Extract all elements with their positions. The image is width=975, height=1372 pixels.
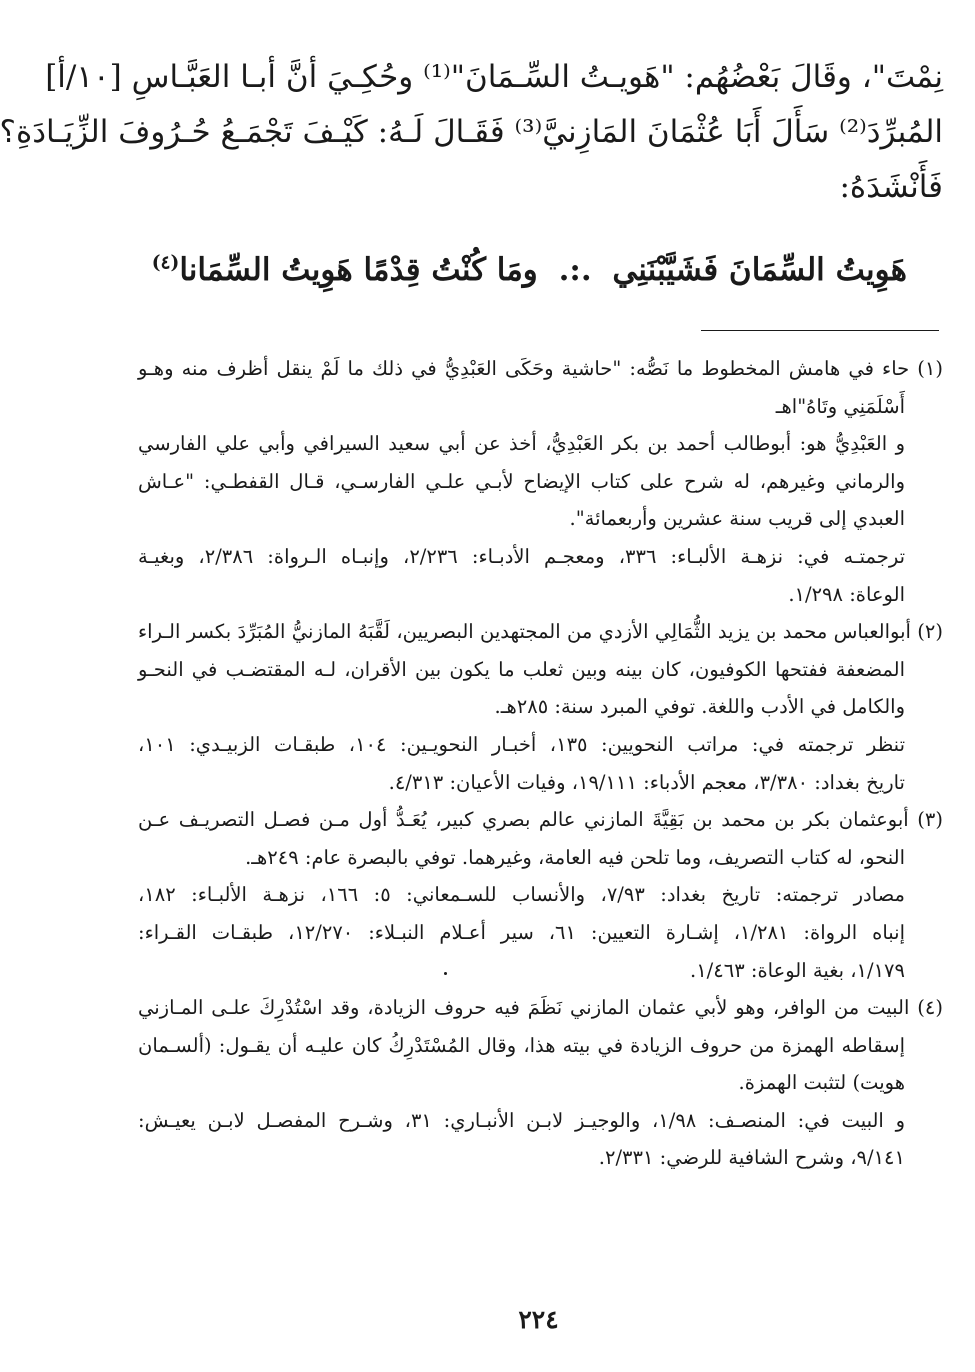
- footnote-separator-rule: [701, 330, 939, 331]
- verse-second-hemistich: ومَا كُنْتُ قِدْمًا هَوِيتُ السِّمَانا: [179, 252, 538, 288]
- footnote-3: [138, 801, 943, 989]
- stray-dot-mark: [444, 972, 447, 975]
- footnote-line: تاريخ بغداد: ٣/٣٨٠، معجم الأدباء: ١٩/١١١، وفيات الأعيان: ٤/٣١٣.: [388, 770, 905, 794]
- footnote-line: (١) حاء في هامش المخطوط ما نَصُّه: "حاشية وحَكَى العَبْدِيُّ في ذلك ما لَمْ ينقل أظرف منه وهـو: [138, 357, 943, 380]
- main-text-line: فَأَنْشَدَهُ:: [839, 169, 943, 205]
- footnote-line: العبدي إلى قريب سنة عشرين وأربعمائة".: [569, 507, 905, 531]
- footnote-line: و العَبْدِيُّ هو: أبوطالب أحمد بن بكر العَبْدِيُّ، أخذ عن أبي سعيد السيرافي وأبي علي الفارسي: [138, 432, 905, 456]
- footnote-line: والكامل في الأدب واللغة. توفي المبرد سنة: ٢٨٥هـ.: [494, 695, 905, 719]
- footnote-line: أَسْلَمَنِي وتَاهُ"اهـ: [775, 394, 905, 418]
- footnote-2: [138, 613, 943, 801]
- poetry-verse: [151, 240, 907, 300]
- footnote-line: النحو، له كتاب التصريف، وما تلحن فيه العامة، وغيرهما. توفي بالبصرة عام: ٢٤٩هـ.: [245, 845, 905, 869]
- footnote-line: (٤) البيت من الوافر، وهو لأبي عثمان المازني نَظَمَ فيه حروف الزيادة، وقد اسْتُدْرِكَ علـى المـازني: [138, 996, 943, 1020]
- footnote-1: [138, 350, 943, 613]
- main-text: [0, 50, 943, 215]
- footnote-line: المضعفة ففتحها الكوفيون، كان بينه وبين ثعلب ما يكون بين الأقران، لـه المقتضـب في النحـو: [138, 657, 906, 681]
- verse-separator: .:.: [558, 252, 592, 288]
- footnotes-section: [138, 350, 943, 1177]
- footnote-line: الوعاة: ١/٢٩٨.: [788, 582, 905, 606]
- footnote-line: ترجمتـه في: نزهـة الألبـاء: ٣٣٦، ومعجـم الأدبـاء: ٢/٢٣٦، وإنبـاه الـرواة: ٢/٣٨٦، وبغيـة: [138, 544, 906, 568]
- footnote-line: تنظر ترجمته في: مراتب النحويين: ١٣٥، أخبـار النحويـين: ١٠٤، طبقـات الزبيـدي: ١٠١،: [138, 732, 905, 756]
- footnote-marker: (٤): [151, 252, 180, 274]
- footnote-line: إسقاطه الهمزة من حروف الزيادة في بيته هذا، وقال المُسْتَدْرِكُ كان عليـه أن يقـول: (ألسـمان: [138, 1033, 905, 1057]
- footnote-4: [138, 989, 943, 1177]
- footnote-line: ١/١٧٩، بغية الوعاة: ١/٤٦٣.: [690, 958, 905, 982]
- footnote-line: والرماني وغيرهم، له شرح على كتاب الإيضاح لأبـي علـي الفارسـي، قـال القفطـي: "عـاش: [138, 469, 905, 493]
- footnote-line: مصادر ترجمته: تاريخ بغداد: ٧/٩٣، والأنساب للسـمعاني: ٥: ١٦٦، نزهـة الألبـاء: ١٨٢،: [138, 883, 905, 907]
- footnote-line: إنباه الرواة: ١/٢٨١، إشـارة التعيين: ٦١، سير أعـلام النبـلاء: ١٢/٢٧٠، طبقـات القـراء:: [138, 920, 905, 944]
- verse-first-hemistich: هَوِيتُ السِّمَانَ فَشَيَّبْنَنِي: [612, 252, 907, 288]
- footnote-line: و البيت في: المنصـف: ١/٩٨، والوجيـز لابـن الأنبـاري: ٣١، وشـرح المفصـل لابـن يعيـش:: [138, 1108, 905, 1132]
- page-number: ٢٢٤: [518, 1305, 559, 1334]
- main-text-line: نِمْتَ"، وقَالَ بَعْضُهُم: "هَويـتُ السِّـمَانَ"⁽¹⁾ وحُكِـيَ أنَّ أبـا العَبَّـاسِ [١٠/أ]: [45, 59, 943, 95]
- main-text-line: المُبرِّدَ⁽²⁾ سَأَلَ أَبَا عُثْمَانَ المَازِنيَّ⁽³⁾ فَقَـالَ لَـهُ: كَيْـفَ تَجْمَـعُ حُـرُوفَ الزِّيَـادَةِ؟: [0, 114, 943, 150]
- footnote-line: (٢) أبوالعباس محمد بن يزيد الثُّمَالِي الأزدي من المجتهدين البصريين، لَقَّبَهُ المازنيُّ المُبَرِّدَ بكسر الـراء: [138, 620, 943, 644]
- footnote-line: (٣) أبوعثمان بكر بن محمد بن بَقِيَّةَ المازني عالم بصري كبير، يُعَـدُّ أول مـن فصـل التصريـف عـن: [138, 808, 943, 832]
- footnote-line: ٩/١٤١، وشرح الشافية للرضي: ٢/٣٣١.: [598, 1146, 905, 1170]
- footnote-line: هويت) لتثبت الهمزة.: [738, 1071, 905, 1095]
